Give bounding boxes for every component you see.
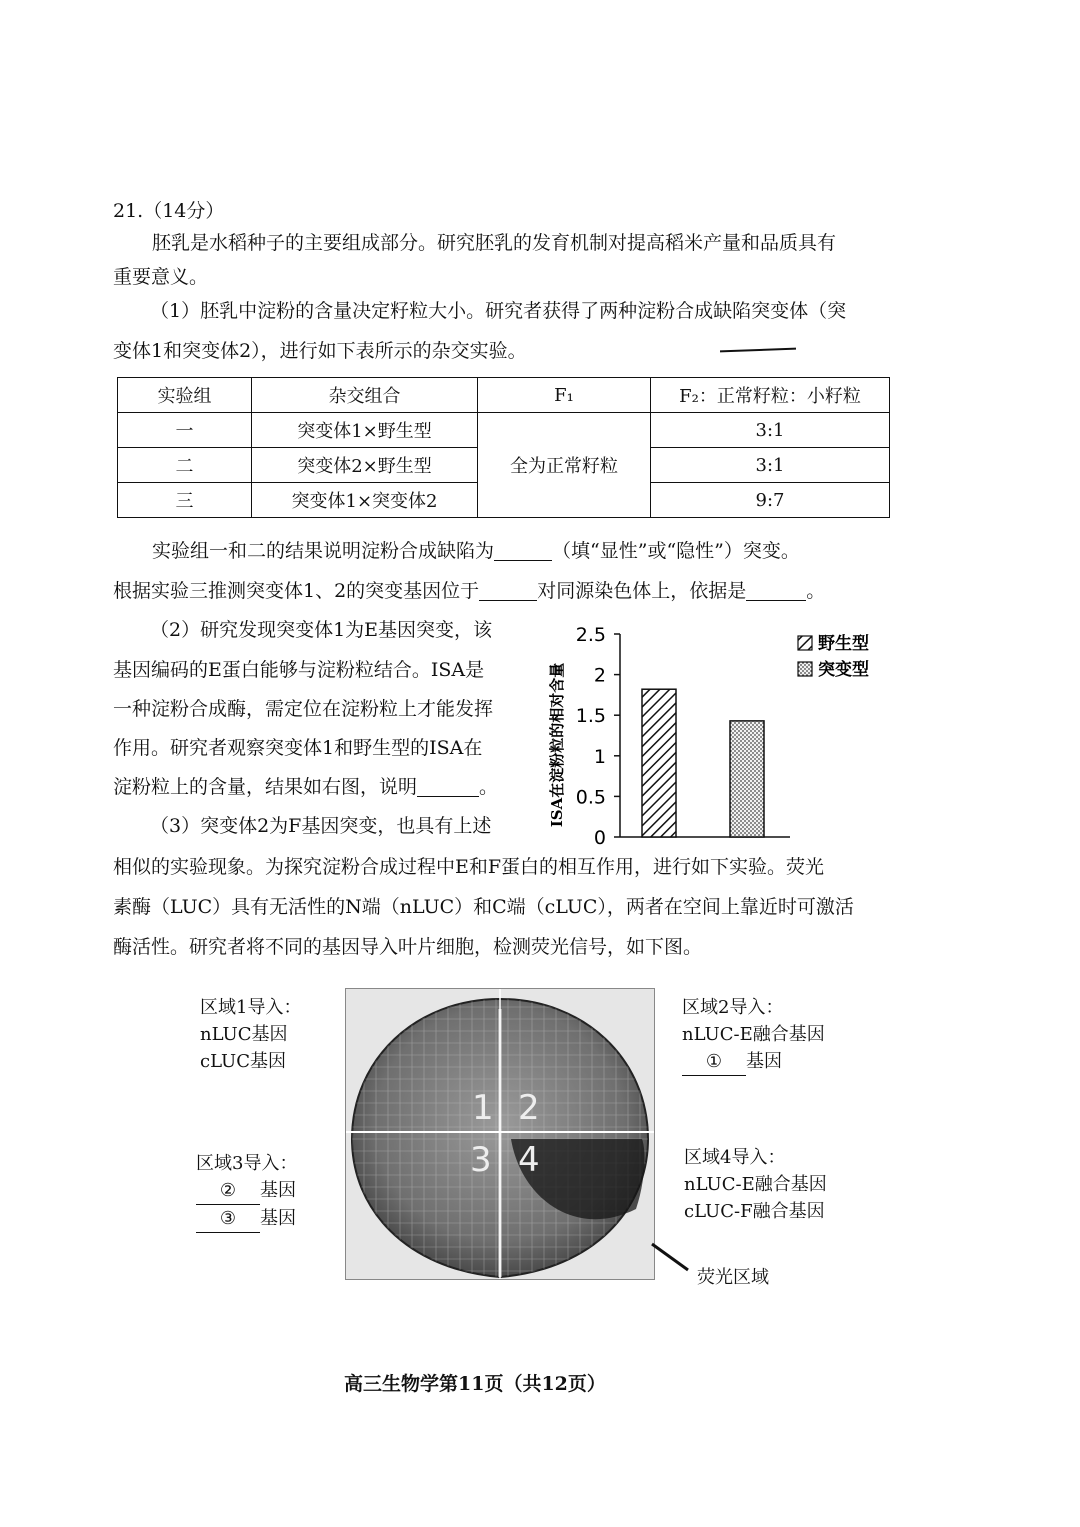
region-2-number: 2 bbox=[518, 1088, 540, 1128]
answer-blank[interactable] bbox=[494, 540, 552, 561]
region-4-number: 4 bbox=[518, 1140, 540, 1180]
table-cell-f2: 3:1 bbox=[651, 448, 890, 483]
table-header-cell: 杂交组合 bbox=[252, 378, 478, 413]
region-gene-suffix: 基因 bbox=[746, 1051, 782, 1072]
table-header-cell: F₂：正常籽粒：小籽粒 bbox=[651, 378, 890, 413]
answer-text: 淀粉粒上的含量，结果如右图，说明 bbox=[113, 776, 418, 798]
table-cell-group: 一 bbox=[118, 413, 252, 448]
region-title: 区域4导入： bbox=[684, 1147, 786, 1168]
fluorescence-pointer bbox=[648, 1240, 698, 1280]
fluorescence-area-label: 荧光区域 bbox=[697, 1267, 769, 1288]
region-gene: cLUC-F融合基因 bbox=[684, 1201, 825, 1222]
y-tick-label: 0.5 bbox=[575, 786, 606, 809]
table-cell-f2: 3:1 bbox=[651, 413, 890, 448]
answer-text: 。 bbox=[806, 580, 826, 602]
legend-swatch bbox=[798, 662, 812, 676]
answer-blank[interactable] bbox=[417, 776, 479, 797]
region-gene bbox=[196, 1177, 297, 1205]
region-title: 区域3导入： bbox=[196, 1153, 298, 1174]
answer-text: 。 bbox=[479, 776, 499, 798]
table-header-cell: 实验组 bbox=[118, 378, 252, 413]
answer-text: 实验组一和二的结果说明淀粉合成缺陷为 bbox=[152, 540, 495, 562]
answer-text: 对同源染色体上，依据是 bbox=[537, 580, 747, 602]
region-gene: nLUC-E融合基因 bbox=[682, 1024, 825, 1045]
region-gene: nLUC-E融合基因 bbox=[684, 1174, 827, 1195]
region-gene: nLUC基因 bbox=[200, 1024, 288, 1045]
intro-line-1: 胚乳是水稻种子的主要组成部分。研究胚乳的发育机制对提高稻米产量和品质具有 bbox=[152, 232, 837, 254]
table-row bbox=[118, 413, 890, 448]
table-cell-f1: 全为正常籽粒 bbox=[478, 413, 651, 518]
y-tick-label: 2.5 bbox=[575, 624, 606, 646]
region-gene-suffix: 基因 bbox=[260, 1208, 296, 1229]
region-3-number: 3 bbox=[470, 1140, 492, 1180]
answer-blank[interactable] bbox=[746, 580, 806, 601]
answer-text: （填“显性”或“隐性”）突变。 bbox=[552, 540, 800, 562]
legend-label: 野生型 bbox=[818, 634, 869, 654]
part1-line-1: （1）胚乳中淀粉的含量决定籽粒大小。研究者获得了两种淀粉合成缺陷突变体（突 bbox=[150, 300, 847, 322]
answer-blank[interactable]: ② bbox=[196, 1177, 260, 1205]
region-1-number: 1 bbox=[472, 1088, 494, 1128]
part2-line-4: 作用。研究者观察突变体1和野生型的ISA在 bbox=[113, 737, 483, 759]
legend-label: 突变型 bbox=[818, 660, 869, 680]
region-4-label bbox=[684, 1144, 827, 1225]
part2-line-1: （2）研究发现突变体1为E基因突变，该 bbox=[150, 619, 493, 641]
part3-line-2: 相似的实验现象。为探究淀粉合成过程中E和F蛋白的相互作用，进行如下实验。荧光 bbox=[113, 856, 825, 878]
table-cell-f2: 9:7 bbox=[651, 483, 890, 518]
table-cell-cross: 突变体1×野生型 bbox=[252, 413, 478, 448]
answer-blank[interactable]: ③ bbox=[196, 1205, 260, 1233]
part2-line-5 bbox=[113, 774, 498, 800]
leaf-photo bbox=[345, 988, 655, 1280]
pen-mark bbox=[720, 348, 796, 353]
part1-line-2: 变体1和突变体2），进行如下表所示的杂交实验。 bbox=[113, 340, 527, 362]
question-number: 21.（14分） bbox=[113, 200, 225, 222]
region-gene bbox=[196, 1205, 297, 1233]
table-cell-group: 三 bbox=[118, 483, 252, 518]
isa-bar-chart bbox=[540, 620, 900, 850]
table-header-cell: F₁ bbox=[478, 378, 651, 413]
region-1-label bbox=[200, 994, 301, 1075]
region-2-label bbox=[682, 994, 825, 1076]
region-3-label bbox=[196, 1150, 297, 1233]
cross-experiment-table bbox=[117, 377, 890, 518]
part2-line-2: 基因编码的E蛋白能够与淀粉粒结合。ISA是 bbox=[113, 659, 485, 681]
table-cell-group: 二 bbox=[118, 448, 252, 483]
y-tick-label: 0 bbox=[593, 827, 606, 849]
part3-line-4: 酶活性。研究者将不同的基因导入叶片细胞，检测荧光信号，如下图。 bbox=[113, 936, 703, 958]
legend-swatch bbox=[798, 636, 812, 650]
y-axis-label: ISA在淀粉粒的相对含量 bbox=[548, 662, 566, 828]
part2-line-3: 一种淀粉合成酶，需定位在淀粉粒上才能发挥 bbox=[113, 698, 494, 720]
table-cell-cross: 突变体2×野生型 bbox=[252, 448, 478, 483]
answer-line-1 bbox=[152, 538, 800, 564]
table-cell-cross: 突变体1×突变体2 bbox=[252, 483, 478, 518]
bar-mutant bbox=[730, 721, 764, 837]
answer-blank[interactable]: ① bbox=[682, 1048, 746, 1076]
y-tick-label: 1.5 bbox=[575, 705, 606, 728]
answer-line-2 bbox=[113, 578, 825, 604]
bar-wild-type bbox=[642, 689, 676, 837]
region-gene-suffix: 基因 bbox=[260, 1180, 296, 1201]
leaf-illustration bbox=[346, 989, 654, 1279]
page-footer: 高三生物学第11页（共12页） bbox=[344, 1373, 606, 1395]
region-title: 区域2导入： bbox=[682, 997, 784, 1018]
answer-blank[interactable] bbox=[479, 580, 537, 601]
region-gene bbox=[682, 1048, 825, 1076]
answer-text: 根据实验三推测突变体1、2的突变基因位于 bbox=[113, 580, 480, 602]
y-tick-label: 2 bbox=[593, 664, 606, 687]
region-title: 区域1导入： bbox=[200, 997, 302, 1018]
intro-line-2: 重要意义。 bbox=[113, 266, 209, 288]
region-gene: cLUC基因 bbox=[200, 1051, 286, 1072]
part3-line-3: 素酶（LUC）具有无活性的N端（nLUC）和C端（cLUC），两者在空间上靠近时可激活 bbox=[113, 896, 854, 918]
part3-line-1: （3）突变体2为F基因突变，也具有上述 bbox=[150, 815, 492, 837]
y-tick-label: 1 bbox=[593, 745, 606, 768]
table-header-row bbox=[118, 378, 890, 413]
